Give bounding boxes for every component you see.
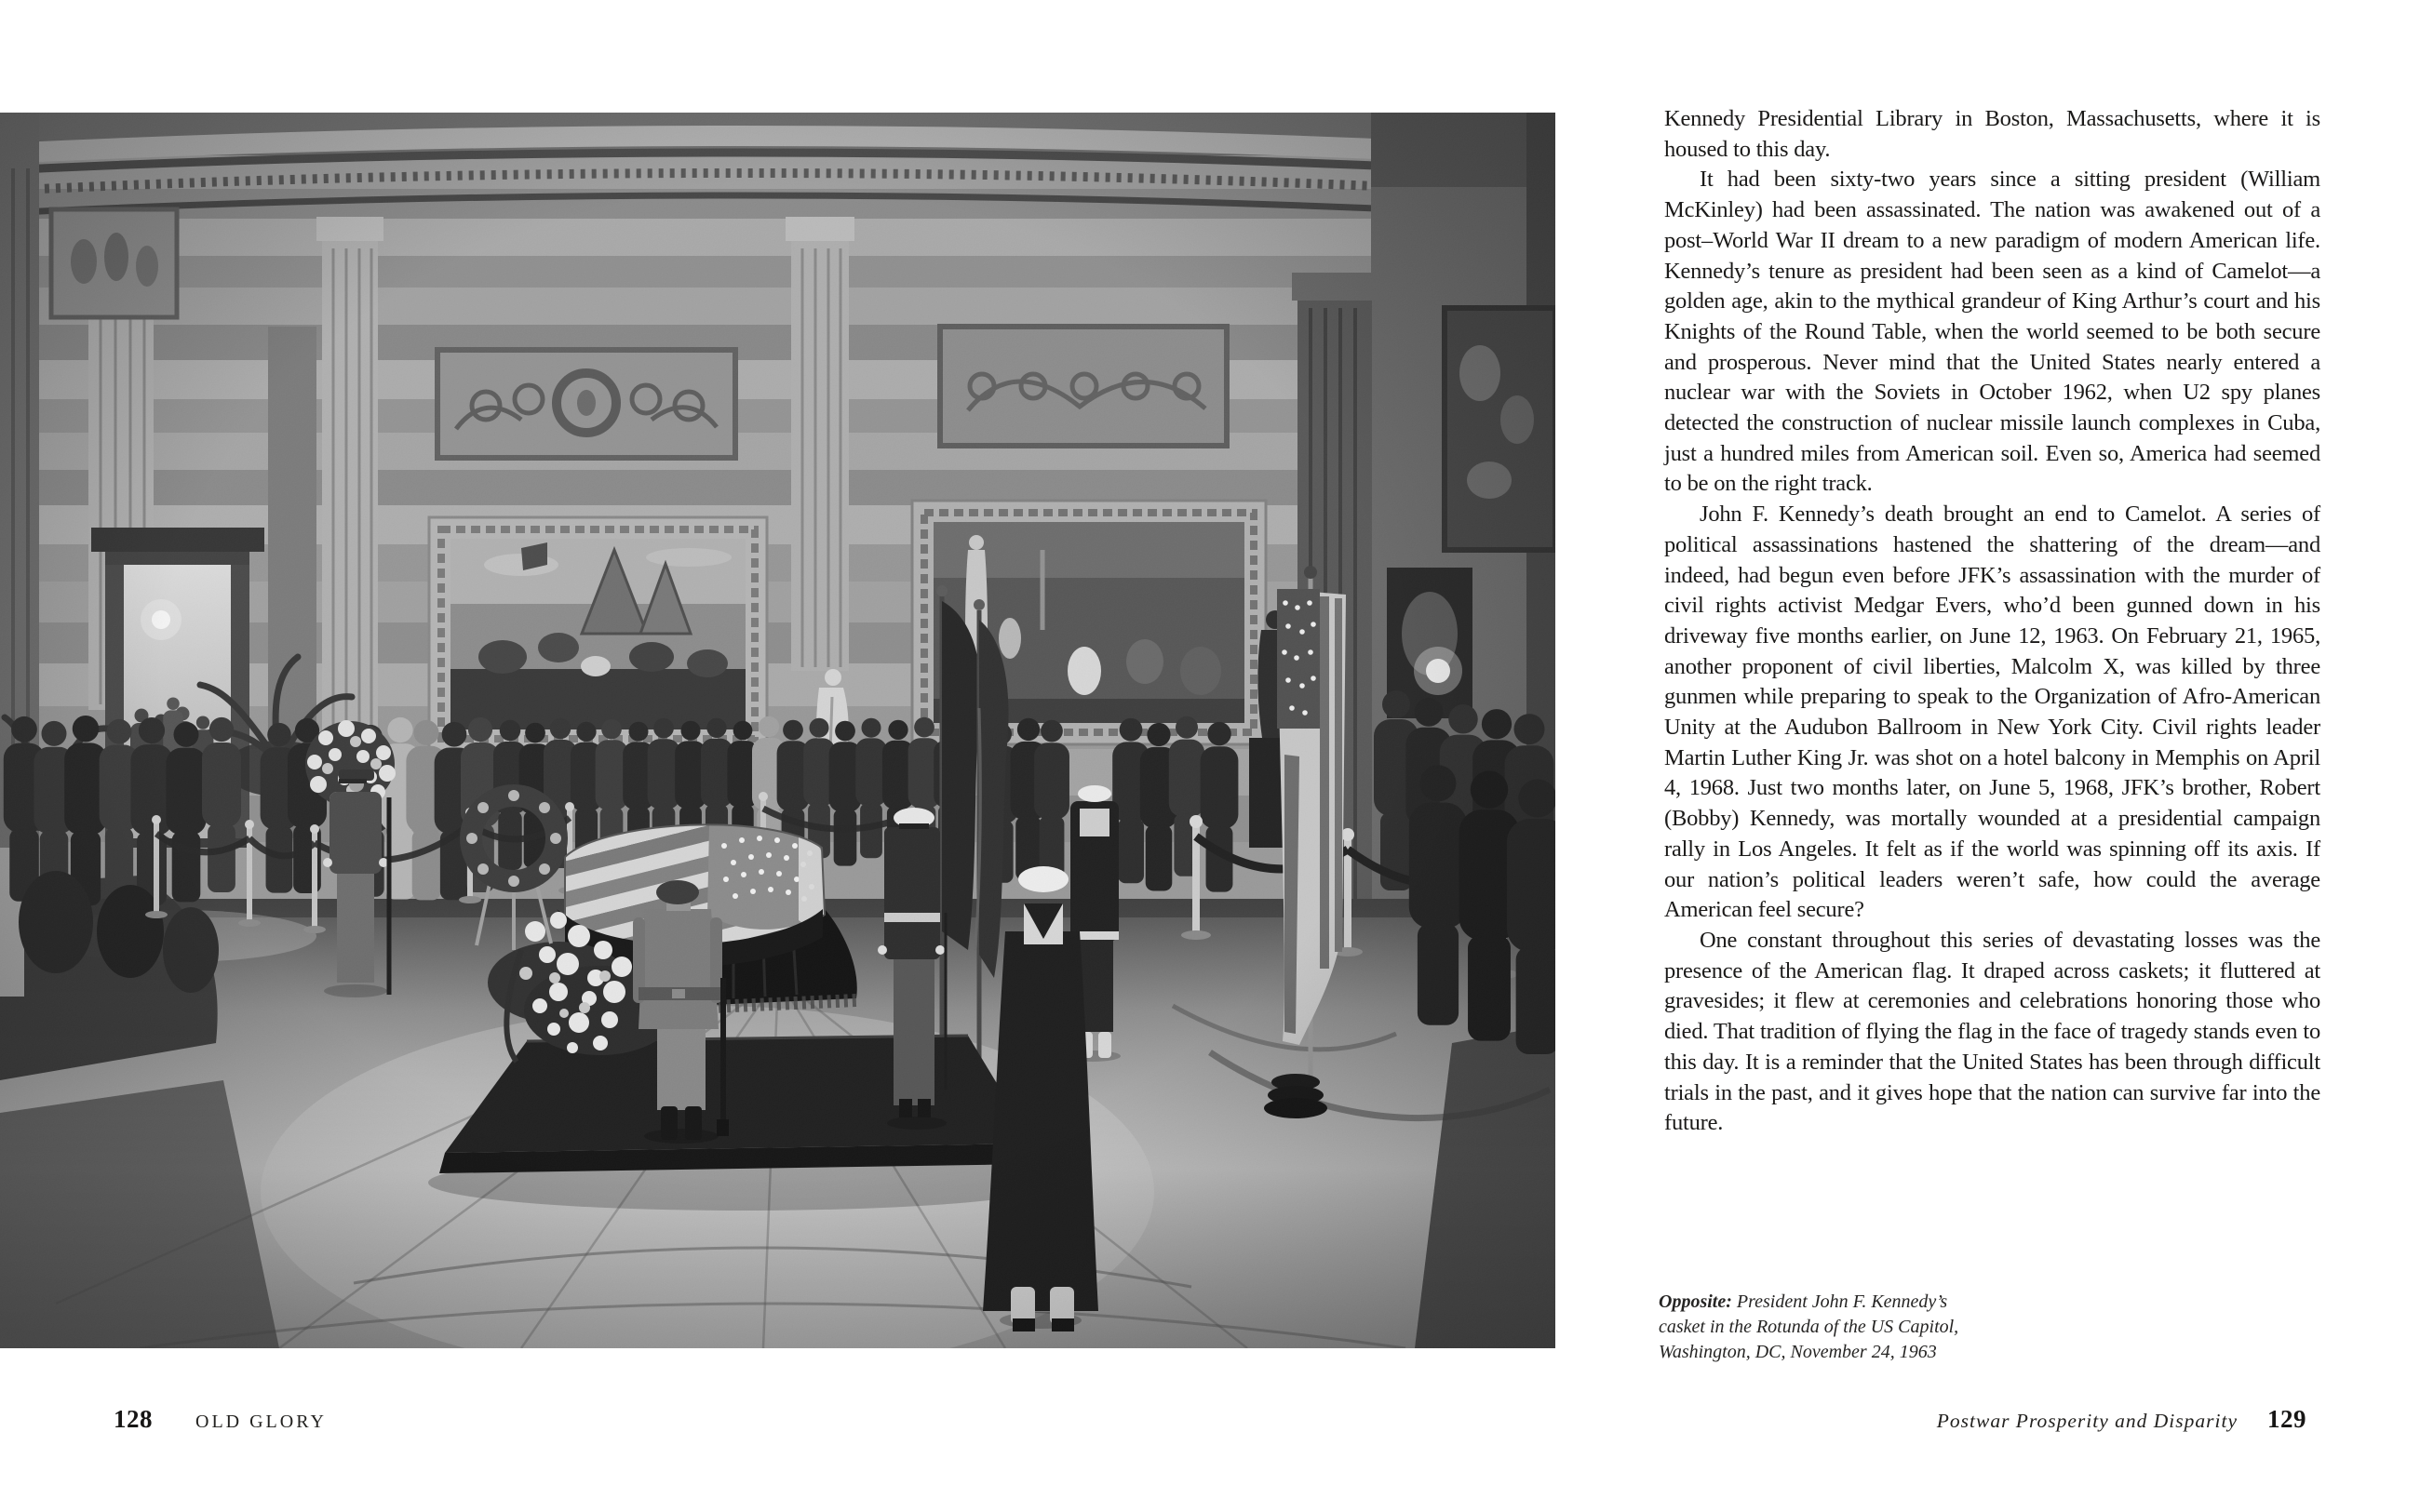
- caption-line: Washington, DC, November 24, 1963: [1659, 1342, 1937, 1362]
- book-title: OLD GLORY: [195, 1412, 327, 1432]
- article-paragraph: One constant throughout this series of devastating losses was the presence of the American flag. It draped across caskets; it fluttered at gravesides; it flew at ceremonies and celebrations honoring those who died. That tradition of flying the flag in the face of tragedy stands even to this day. It is a reminder that the United States has been through difficult trials in the past, and it gives hope that the nation can survive far into the future.: [1664, 927, 2320, 1136]
- caption-line: casket in the Rotunda of the US Capitol,: [1659, 1317, 1959, 1337]
- caption-text: President John F. Kennedy’s: [1736, 1291, 1948, 1312]
- article-text-column: [1664, 104, 2320, 1139]
- right-page-number: 129: [2267, 1405, 2306, 1433]
- chapter-title: Postwar Prosperity and Disparity: [1936, 1410, 2238, 1432]
- left-page-number: 128: [114, 1405, 153, 1433]
- caption-line: [1659, 1290, 1958, 1315]
- rotunda-photo-svg: [0, 113, 1555, 1348]
- article-paragraph: John F. Kennedy’s death brought an end to Camelot. A series of political assassinations hastened the shattering of the dream—and indeed, had begun even before JFK’s assassination with the murder of civil rights activist Medgar Evers, who’d been gunned down in his driveway five months earlier, on June 12, 1963. On February 21, 1965, another proponent of civil liberties, Malcolm X, was killed by three gunmen while preparing to speak to the Organization of Afro-American Unity at the Audubon Ballroom in New York City. Civil rights leader Martin Luther King Jr. was shot on a hotel balcony in Memphis on April 4, 1968. Just two months later, on June 5, 1968, JFK’s brother, Robert (Bobby) Kennedy, was mortally wounded at a presidential campaign rally in Los Angeles. It felt as if the world was spinning off its axis. If our nation’s political leaders weren’t safe, how could the average American feel secure?: [1664, 502, 2320, 923]
- article-paragraph: Kennedy Presidential Library in Boston, Massachusetts, where it is housed to this day.: [1664, 106, 2320, 162]
- grain-overlay: [0, 113, 1555, 1348]
- right-page-footer: [1937, 1405, 2306, 1434]
- photo-caption: [1659, 1290, 1958, 1365]
- rotunda-photo: [0, 113, 1555, 1348]
- left-page-footer: [114, 1405, 327, 1434]
- article-paragraph: It had been sixty-two years since a sitting president (William McKinley) had been assassinated. The nation was awakened out of a post–World War II dream to a new paradigm of modern American life. Kennedy’s tenure as president had been seen as a kind of Camelot—a golden age, akin to the mythical grandeur of King Arthur’s court and his Knights of the Round Table, when the world seemed to be both secure and prosperous. Never mind that the United States nearly entered a nuclear war with the Soviets in October 1962, when U2 spy planes detected the construction of nuclear missile launch complexes in Cuba, just a hundred miles from American soil. Even so, America had seemed to be on the right track.: [1664, 167, 2320, 497]
- caption-label: Opposite:: [1659, 1291, 1732, 1312]
